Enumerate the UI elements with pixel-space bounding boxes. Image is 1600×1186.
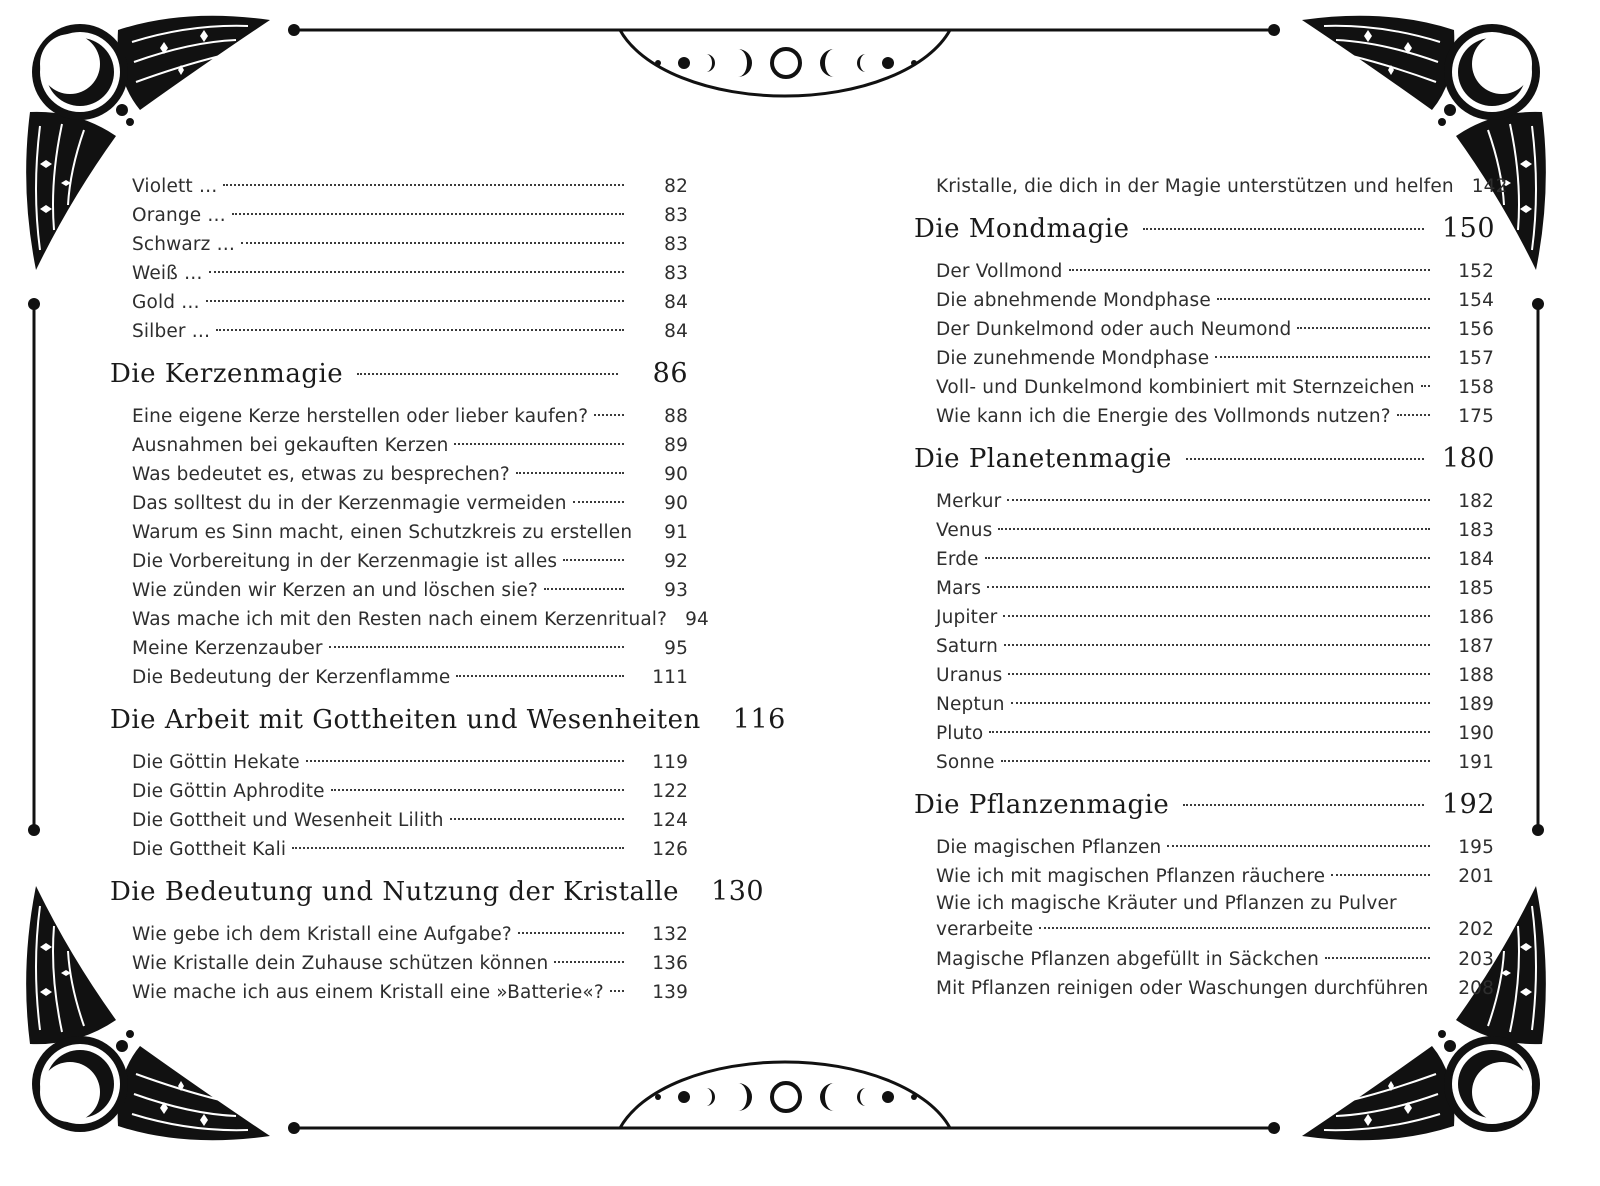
dot-leader bbox=[554, 961, 624, 963]
toc-entry-title: Weiß … bbox=[132, 263, 203, 284]
dot-leader bbox=[1003, 615, 1430, 617]
toc-entry bbox=[132, 576, 688, 605]
toc-entry-title: Wie mache ich aus einem Kristall eine »Batterie«? bbox=[132, 982, 604, 1003]
dot-leader bbox=[1007, 499, 1430, 501]
dot-leader bbox=[1167, 845, 1430, 847]
toc-entry bbox=[132, 835, 688, 864]
dot-leader bbox=[306, 760, 624, 762]
toc-entry-title: Ausnahmen bei gekauften Kerzen bbox=[132, 435, 449, 456]
toc-entry bbox=[936, 632, 1494, 661]
toc-page-number: 157 bbox=[1458, 348, 1494, 369]
dot-leader bbox=[331, 789, 624, 791]
dot-leader bbox=[292, 847, 624, 849]
dot-leader bbox=[1297, 327, 1430, 329]
toc-page-number: 154 bbox=[1458, 290, 1494, 311]
dot-leader bbox=[1008, 673, 1430, 675]
toc-entry bbox=[936, 719, 1494, 748]
toc-entry-title: Orange … bbox=[132, 205, 226, 226]
dot-leader bbox=[1325, 957, 1430, 959]
dot-leader bbox=[610, 990, 624, 992]
toc-section-title: Die Kerzenmagie bbox=[110, 359, 344, 389]
toc-entry bbox=[132, 920, 688, 949]
toc-entry bbox=[936, 172, 1508, 201]
toc-entry bbox=[936, 833, 1494, 862]
toc-entry-title: Die magischen Pflanzen bbox=[936, 837, 1162, 858]
toc-entry-title: Mars bbox=[936, 578, 982, 599]
toc-entry-title: Die zunehmende Mondphase bbox=[936, 348, 1210, 369]
toc-entry bbox=[936, 286, 1494, 315]
toc-entry-title: Der Vollmond bbox=[936, 261, 1063, 282]
dot-leader bbox=[456, 675, 624, 677]
toc-right-column bbox=[914, 172, 1508, 1003]
toc-page-number: 190 bbox=[1458, 723, 1494, 744]
toc-page-number: 201 bbox=[1458, 866, 1494, 887]
dot-leader bbox=[1421, 385, 1430, 387]
toc-page-number: 94 bbox=[685, 609, 709, 630]
toc-page-number: 203 bbox=[1458, 949, 1494, 970]
toc-page-number: 88 bbox=[664, 406, 688, 427]
dot-leader bbox=[998, 528, 1430, 530]
toc-entry bbox=[132, 949, 688, 978]
toc-entry bbox=[132, 978, 688, 1007]
toc-page-number: 185 bbox=[1458, 578, 1494, 599]
dot-leader bbox=[209, 271, 624, 273]
toc-page-number: 130 bbox=[711, 876, 765, 907]
toc-entry bbox=[936, 974, 1494, 1003]
toc-page-number: 136 bbox=[652, 953, 688, 974]
toc-entry bbox=[132, 201, 688, 230]
toc-entry bbox=[132, 748, 688, 777]
toc-entry-title: Sonne bbox=[936, 752, 995, 773]
toc-page-number: 156 bbox=[1458, 319, 1494, 340]
dot-leader bbox=[232, 213, 624, 215]
toc-entry-title: Magische Pflanzen abgefüllt in Säckchen bbox=[936, 949, 1319, 970]
dot-leader bbox=[1217, 298, 1430, 300]
toc-page-number: 175 bbox=[1458, 406, 1494, 427]
dot-leader bbox=[241, 242, 624, 244]
dot-leader bbox=[357, 373, 618, 375]
toc-page-number: 124 bbox=[652, 810, 688, 831]
toc-page-number: 189 bbox=[1458, 694, 1494, 715]
toc-entry bbox=[132, 317, 688, 346]
toc-entry bbox=[936, 661, 1494, 690]
dot-leader bbox=[1004, 644, 1430, 646]
toc-page-number: 84 bbox=[664, 292, 688, 313]
toc-entry-title: Was mache ich mit den Resten nach einem Kerzenritual? bbox=[132, 609, 668, 630]
toc-entry bbox=[936, 545, 1494, 574]
dot-leader bbox=[563, 559, 624, 561]
dot-leader bbox=[989, 731, 1430, 733]
toc-entry bbox=[132, 518, 688, 547]
toc-entry bbox=[936, 862, 1494, 891]
toc-page-number: 152 bbox=[1458, 261, 1494, 282]
toc-page-number: 202 bbox=[1458, 919, 1494, 940]
toc-entry-title: Wie zünden wir Kerzen an und löschen sie? bbox=[132, 580, 538, 601]
dot-leader bbox=[518, 932, 624, 934]
toc-page-number: 186 bbox=[1458, 607, 1494, 628]
toc-entry-title: Was bedeutet es, etwas zu besprechen? bbox=[132, 464, 510, 485]
dot-leader bbox=[1039, 927, 1430, 929]
dot-leader bbox=[223, 184, 624, 186]
toc-section-heading bbox=[110, 864, 765, 920]
toc-entry bbox=[936, 945, 1494, 974]
toc-entry-title: Die Bedeutung der Kerzenflamme bbox=[132, 667, 451, 688]
toc-entry bbox=[132, 288, 688, 317]
toc-entry-title: Mit Pflanzen reinigen oder Waschungen durchführen bbox=[936, 978, 1429, 999]
dot-leader bbox=[1397, 414, 1430, 416]
toc-entry-title: Die Gottheit Kali bbox=[132, 839, 287, 860]
toc-page-number: 122 bbox=[652, 781, 688, 802]
toc-page-number: 195 bbox=[1458, 837, 1494, 858]
toc-section-title: Die Mondmagie bbox=[914, 214, 1130, 244]
toc-entry-title: Silber … bbox=[132, 321, 211, 342]
toc-entry-title: Kristalle, die dich in der Magie unterstützen und helfen bbox=[936, 176, 1454, 197]
toc-entry bbox=[132, 806, 688, 835]
dot-leader bbox=[594, 414, 624, 416]
toc-page-number: 139 bbox=[652, 982, 688, 1003]
toc-page-number: 92 bbox=[664, 551, 688, 572]
toc-entry-title: Violett … bbox=[132, 176, 218, 197]
toc-entry-title: Meine Kerzenzauber bbox=[132, 638, 323, 659]
toc-entry-title: Neptun bbox=[936, 694, 1005, 715]
toc-page-number: 142 bbox=[1471, 176, 1508, 197]
dot-leader bbox=[1186, 458, 1424, 460]
toc-entry-title: Erde bbox=[936, 549, 979, 570]
toc-entry-title: Eine eigene Kerze herstellen oder lieber kaufen? bbox=[132, 406, 589, 427]
toc-entry-title: Warum es Sinn macht, einen Schutzkreis zu erstellen bbox=[132, 522, 633, 543]
toc-page-number: 83 bbox=[664, 205, 688, 226]
toc-page-number: 82 bbox=[664, 176, 688, 197]
toc-entry-title: Merkur bbox=[936, 491, 1002, 512]
toc-page-number: 95 bbox=[664, 638, 688, 659]
dot-leader bbox=[985, 557, 1430, 559]
toc-entry-title: Das solltest du in der Kerzenmagie vermeiden bbox=[132, 493, 567, 514]
dot-leader bbox=[1143, 228, 1424, 230]
toc-page-number: 119 bbox=[652, 752, 688, 773]
toc-entry-title: Schwarz … bbox=[132, 234, 236, 255]
toc-page-number: 90 bbox=[664, 464, 688, 485]
toc-entry bbox=[936, 891, 1494, 945]
toc-entry bbox=[936, 487, 1494, 516]
toc-entry bbox=[936, 516, 1494, 545]
toc-page-number: 180 bbox=[1442, 443, 1496, 474]
toc-entry-title: Venus bbox=[936, 520, 993, 541]
toc-section-heading bbox=[914, 201, 1494, 257]
toc-entry-title: Die abnehmende Mondphase bbox=[936, 290, 1211, 311]
toc-page-number: 182 bbox=[1458, 491, 1494, 512]
toc-entry bbox=[132, 489, 688, 518]
toc-page-number: 90 bbox=[664, 493, 688, 514]
toc-page-number: 192 bbox=[1442, 789, 1496, 820]
toc-entry bbox=[936, 315, 1494, 344]
toc-entry-title: Die Gottheit und Wesenheit Lilith bbox=[132, 810, 444, 831]
toc-page-number: 208 bbox=[1458, 978, 1494, 999]
toc-entry bbox=[936, 603, 1494, 632]
toc-entry bbox=[132, 547, 688, 576]
toc-entry bbox=[936, 257, 1494, 286]
toc-entry bbox=[132, 634, 688, 663]
toc-page-number: 84 bbox=[664, 321, 688, 342]
toc-page-number: 188 bbox=[1458, 665, 1494, 686]
toc-entry-title: Der Dunkelmond oder auch Neumond bbox=[936, 319, 1292, 340]
toc-entry-title: Die Göttin Aphrodite bbox=[132, 781, 325, 802]
dot-leader bbox=[573, 501, 624, 503]
toc-entry-title: Wie kann ich die Energie des Vollmonds nutzen? bbox=[936, 406, 1391, 427]
toc-page-number: 93 bbox=[664, 580, 688, 601]
toc-entry bbox=[936, 574, 1494, 603]
toc-page-number: 183 bbox=[1458, 520, 1494, 541]
toc-section-title: Die Planetenmagie bbox=[914, 444, 1172, 474]
toc-entry bbox=[132, 172, 688, 201]
toc-entry bbox=[132, 777, 688, 806]
toc-page-number: 158 bbox=[1458, 377, 1494, 398]
dot-leader bbox=[1331, 874, 1430, 876]
toc-entry-title: Jupiter bbox=[936, 607, 998, 628]
toc-page-number: 116 bbox=[732, 704, 786, 735]
dot-leader bbox=[1215, 356, 1430, 358]
toc-entry bbox=[936, 690, 1494, 719]
toc-section-title: Die Arbeit mit Gottheiten und Wesenheiten bbox=[110, 705, 701, 735]
dot-leader bbox=[1183, 804, 1424, 806]
toc-entry bbox=[132, 605, 709, 634]
toc-entry-title: Wie ich magische Kräuter und Pflanzen zu Pulver bbox=[936, 893, 1397, 914]
toc-entry bbox=[132, 259, 688, 288]
dot-leader bbox=[329, 646, 624, 648]
toc-left-column bbox=[110, 172, 786, 1007]
toc-section-heading bbox=[110, 346, 688, 402]
toc-page-number: 184 bbox=[1458, 549, 1494, 570]
toc-section-heading bbox=[914, 431, 1494, 487]
toc-entry-title: Die Vorbereitung in der Kerzenmagie ist alles bbox=[132, 551, 558, 572]
toc-page-number: 150 bbox=[1442, 213, 1496, 244]
toc-entry bbox=[132, 460, 688, 489]
toc-page-number: 132 bbox=[652, 924, 688, 945]
toc-entry bbox=[132, 663, 688, 692]
toc-entry-title: Die Göttin Hekate bbox=[132, 752, 300, 773]
toc-page-number: 86 bbox=[652, 358, 688, 389]
toc-page-number: 126 bbox=[652, 839, 688, 860]
toc-entry bbox=[132, 230, 688, 259]
toc-entry-title: Gold … bbox=[132, 292, 200, 313]
toc-page-number: 83 bbox=[664, 234, 688, 255]
toc-entry bbox=[132, 402, 688, 431]
toc-section-title: Die Pflanzenmagie bbox=[914, 790, 1170, 820]
toc-page-number: 83 bbox=[664, 263, 688, 284]
dot-leader bbox=[987, 586, 1430, 588]
toc-entry-title: Uranus bbox=[936, 665, 1003, 686]
toc-section-heading bbox=[110, 692, 786, 748]
toc-page-number: 111 bbox=[652, 667, 688, 688]
dot-leader bbox=[516, 472, 624, 474]
dot-leader bbox=[216, 329, 624, 331]
toc-entry-title-line2: verarbeite bbox=[936, 919, 1034, 940]
dot-leader bbox=[1011, 702, 1430, 704]
toc-entry-title: Wie Kristalle dein Zuhause schützen können bbox=[132, 953, 549, 974]
toc-entry bbox=[936, 402, 1494, 431]
toc-entry-title: Pluto bbox=[936, 723, 984, 744]
toc-page-number: 191 bbox=[1458, 752, 1494, 773]
dot-leader bbox=[544, 588, 624, 590]
dot-leader bbox=[454, 443, 624, 445]
dot-leader bbox=[206, 300, 624, 302]
toc-entry bbox=[132, 431, 688, 460]
dot-leader bbox=[1069, 269, 1430, 271]
toc-page-number: 187 bbox=[1458, 636, 1494, 657]
toc-entry bbox=[936, 373, 1494, 402]
dot-leader bbox=[450, 818, 624, 820]
toc-entry-title: Wie gebe ich dem Kristall eine Aufgabe? bbox=[132, 924, 512, 945]
toc-entry-title: Saturn bbox=[936, 636, 998, 657]
toc-entry-title: Wie ich mit magischen Pflanzen räuchere bbox=[936, 866, 1326, 887]
toc-section-title: Die Bedeutung und Nutzung der Kristalle bbox=[110, 877, 680, 907]
toc-section-heading bbox=[914, 777, 1494, 833]
toc-entry bbox=[936, 344, 1494, 373]
toc-entry-title: Voll- und Dunkelmond kombiniert mit Sternzeichen bbox=[936, 377, 1415, 398]
toc-page-number: 91 bbox=[664, 522, 688, 543]
toc-entry bbox=[936, 748, 1494, 777]
toc-page-number: 89 bbox=[664, 435, 688, 456]
dot-leader bbox=[1001, 760, 1430, 762]
